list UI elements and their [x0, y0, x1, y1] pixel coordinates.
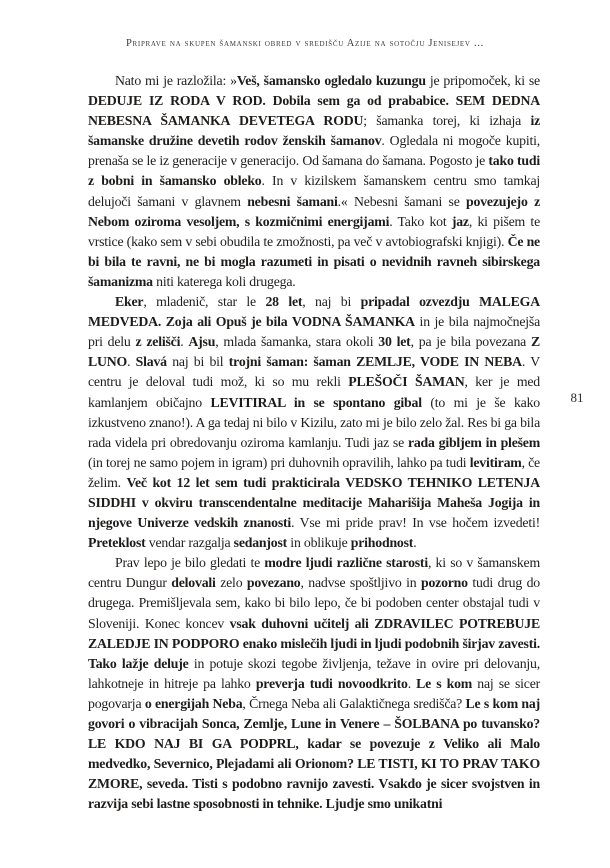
bold-text-run: vsak duhovni učitelj ali ZDRAVILEC POTREBUJE ZALEDJE IN PODPORO enako mislečih ljudi in ljudi podobnih širjav zavesti. Tako lažje deluje: [88, 615, 541, 671]
text-run: in potuje skozi tegobe življenja, težave in ovire pri delovanju, lahkotneje in hitreje pa lahko: [88, 655, 541, 691]
text-run: , Črnega Neba ali Galaktičnega središča?: [242, 695, 466, 711]
text-run: (to mi je še kako izkustveno znano!). A ga tedaj ni bilo v Kizilu, zato mi je bilo zelo žal. Res bi ga bila rada videla pri obredovanju oziroma kamlanju. Tudi jaz se: [88, 394, 540, 450]
bold-text-run: modre ljudi različne starosti: [264, 555, 428, 571]
text-run: naj se sicer pogovarja: [88, 675, 541, 711]
bold-text-run: rada gibljem in plešem: [407, 434, 540, 450]
bold-text-run: 28 let: [265, 294, 303, 310]
text-run: in je bila najmočnejša pri delu: [88, 314, 540, 350]
bold-text-run: tako tudi z bobni in šamansko obleko: [88, 153, 540, 189]
bold-text-run: povezano: [246, 575, 301, 591]
bold-text-run: Več kot 12 let sem tudi prakticirala VEDSKO TEHNIKO LETENJA SIDDHI v okviru transcendentalne meditacije Maharišija Maheša Jogija in njegove Univerze vedskih znanosti: [88, 474, 540, 531]
bold-text-run: Le s kom: [416, 675, 473, 691]
text-run: .: [127, 354, 136, 370]
bold-text-run: Le s kom naj govori o vibracijah Sonca, Zemlje, Lune in Venere – ŠOLBANA po tuvansko? LE KDO NAJ BI GA PODPRL, kadar se povezuje z Veliko ali Malo medvedko, Severnico, Plejadami ali Orionom? LE TISTI, KI TO PRAV TAKO ZMORE, seveda. Tisti s podobno ravnijo zavesti. Vsakdo je sicer svojstven in razvija sebi lastne sposobnosti in tehnike. Ljudje smo unikatni: [88, 695, 540, 812]
text-run: tudi drug do drugega. Premišljevala sem, kako bi bilo lepo, če bi podoben center obstajal tudi v Sloveniji. Konec koncev: [88, 575, 540, 631]
text-run: , ki so v šamanskem centru Dungur: [88, 555, 540, 591]
bold-text-run: Slavá: [135, 354, 167, 370]
bold-text-run: preverja tudi novoodkrito: [255, 675, 408, 691]
bold-text-run: Preteklost: [88, 535, 146, 551]
text-run: ; šamanka torej, ki izhaja: [363, 113, 531, 129]
text-run: in oblikuje: [287, 535, 351, 551]
text-run: Prav lepo je bilo gledati te: [115, 555, 265, 571]
text-run: Nato mi je razložila: »: [115, 73, 237, 88]
text-run: (in torej ne samo pojem in igram) pri duhovnih opravilih, lahko pa tudi: [88, 454, 470, 470]
bold-text-run: iz šamanske družine devetih rodov ženskih šamanov: [88, 113, 540, 149]
bold-text-run: Veš, šamansko ogledalo kuzungu: [236, 73, 426, 88]
text-run: zelo: [215, 575, 247, 591]
bold-text-run: z zelišči: [135, 334, 181, 350]
bold-text-run: levitiram: [469, 454, 522, 470]
bold-text-run: pripadal ozvezdju MALEGA MEDVEDA. Zoja ali Opuš je bila VODNA ŠAMANKA: [88, 294, 540, 330]
bold-text-run: Če ne bi bila te ravni, ne bi mogla razumeti in pisati o nevidnih ravneh sibirskega šamanizma: [88, 233, 540, 289]
bold-text-run: nebesni šamani: [247, 193, 338, 209]
bold-text-run: delovali: [171, 575, 216, 591]
bold-text-run: DEDUJE IZ RODA V ROD. Dobila sem ga od prababice. SEM DEDNA NEBESNA ŠAMANKA DEVETEGA RODU: [88, 93, 540, 129]
bold-text-run: prihodnost: [350, 535, 414, 551]
text-run: , naj bi: [302, 294, 361, 310]
bold-text-run: Ajsu: [188, 334, 216, 350]
bold-text-run: pozorno: [420, 575, 468, 591]
body-paragraph: [88, 553, 540, 814]
bold-text-run: o energijah Neba: [144, 695, 243, 711]
text-run: vendar razgalja: [145, 535, 234, 551]
text-run: , če želim.: [88, 454, 540, 490]
text-run: , ker je med kamlanjem običajno: [88, 374, 541, 410]
text-run: .: [180, 334, 189, 350]
text-run: , mladenič, star le: [143, 294, 266, 310]
bold-text-run: LEVITIRAL in se spontano gibal: [210, 394, 422, 410]
text-run: . Vse mi pride prav! In vse hočem izvedeti!: [291, 515, 540, 531]
page-number: 81: [570, 390, 584, 405]
text-run: naj bi bil: [166, 354, 229, 370]
bold-text-run: Eker: [115, 294, 144, 310]
text-run: .« Nebesni šamani se: [337, 193, 467, 209]
text-run: je pripomoček, ki se: [425, 73, 540, 88]
text-run: .: [413, 535, 417, 551]
body-paragraph: [88, 71, 540, 292]
body-paragraph: [88, 292, 540, 553]
body-text-block: [88, 71, 540, 814]
text-run: , mlada šamanka, stara okoli: [215, 334, 379, 350]
text-run: , nadvse spoštljivo in: [300, 575, 421, 591]
text-run: .: [407, 675, 417, 691]
text-run: . Tako kot: [389, 213, 452, 229]
bold-text-run: jaz: [451, 213, 469, 229]
text-run: . V centru je deloval tudi mož, ki so mu rekli: [88, 354, 541, 390]
bold-text-run: Z LUNO: [88, 334, 540, 370]
text-run: , pa je bila povezana: [410, 334, 531, 350]
text-run: niti katerega koli drugega.: [152, 273, 296, 289]
bold-text-run: trojni šaman: šaman ZEMLJE, VODE IN NEBA: [228, 354, 522, 370]
bold-text-run: sedanjost: [233, 535, 288, 551]
bold-text-run: 30 let: [378, 334, 411, 350]
text-run: . In v kizilskem šamanskem centru smo tamkaj delujoči šamani v glavnem: [88, 173, 540, 209]
text-run: , ki pišem te vrstice (kako sem v sebi obudila te zmožnosti, pa več v avtobiografski knjigi).: [88, 213, 540, 249]
bold-text-run: PLEŠOČI ŠAMAN: [348, 374, 465, 390]
running-header: Priprave na skupen šamanski obred v središču Azije na sotočju Jenisejev ...: [126, 38, 484, 49]
text-run: . Ogledala ni mogoče kupiti, prenaša se le iz generacije v generacijo. Od šamana do šamana. Pogosto je: [88, 133, 540, 169]
bold-text-run: povezujejo z Nebom oziroma vesoljem, s kozmičnimi energijami: [88, 193, 540, 229]
